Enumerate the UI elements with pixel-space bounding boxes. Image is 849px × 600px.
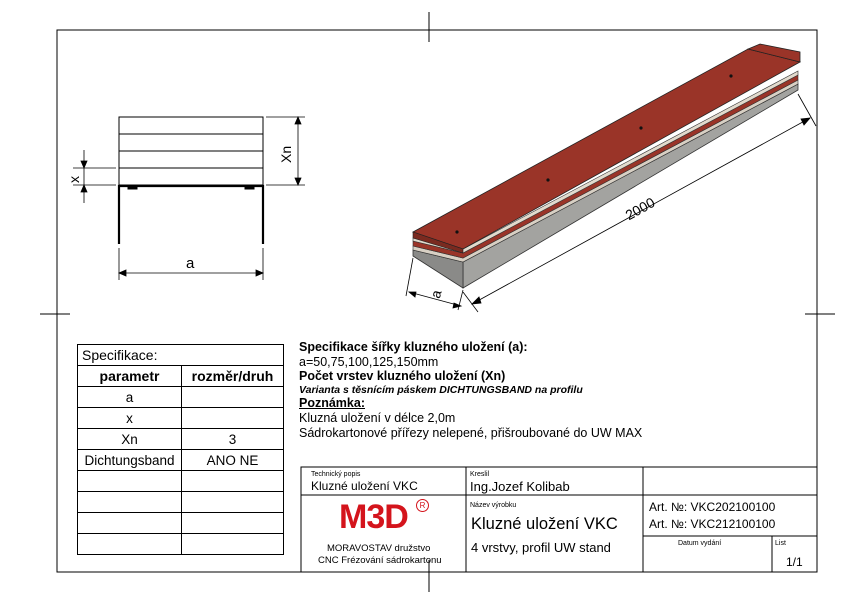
table-row	[78, 471, 284, 492]
value-cell: ANO NE	[182, 450, 284, 471]
company-name: MORAVOSTAV družstvo	[327, 543, 431, 554]
param-cell: a	[78, 387, 182, 408]
value-cell	[182, 471, 284, 492]
param-cell	[78, 471, 182, 492]
dim-length-label: 2000	[622, 194, 658, 224]
section-view	[119, 117, 263, 244]
registered-mark: R	[416, 499, 429, 512]
table-row	[78, 450, 284, 471]
spec-variant: Varianta s těsnícím páskem DICHTUNGSBAND na profilu	[299, 384, 583, 396]
value-cell	[182, 387, 284, 408]
issue-date-label: Datum vydání	[678, 540, 722, 547]
param-cell: Dichtungsband	[78, 450, 182, 471]
spec-width-values: a=50,75,100,125,150mm	[299, 355, 439, 369]
article-number-2: Art. №: VKC212100100	[649, 517, 776, 531]
param-cell	[78, 534, 182, 555]
spec-col-rozmer: rozměr/druh	[182, 366, 284, 387]
dim-a3d-label: a	[427, 288, 445, 300]
table-row	[78, 387, 284, 408]
table-row	[78, 408, 284, 429]
table-row	[78, 534, 284, 555]
spec-col-parametr: parametr	[78, 366, 182, 387]
sheet-value: 1/1	[786, 555, 803, 569]
param-cell	[78, 492, 182, 513]
note-heading: Poznámka:	[299, 396, 365, 410]
note-line-2: Sádrokartonové přířezy nelepené, přišroubované do UW MAX	[299, 426, 643, 440]
article-number-1: Art. №: VKC202100100	[649, 500, 776, 514]
param-cell: Xn	[78, 429, 182, 450]
table-row	[78, 429, 284, 450]
isometric-view	[413, 44, 800, 288]
value-cell: 3	[182, 429, 284, 450]
param-cell	[78, 513, 182, 534]
company-tagline: CNC Frézování sádrokartonu	[318, 555, 442, 566]
dim-x-label: x	[66, 176, 82, 183]
dim-xn-label: Xn	[278, 145, 294, 163]
dim-a-label: a	[186, 255, 195, 272]
drawn-by-value: Ing.Jozef Kolibab	[470, 479, 570, 494]
spec-table-title: Specifikace:	[78, 345, 284, 366]
product-subtitle: 4 vrstvy, profil UW stand	[471, 540, 611, 555]
table-row	[78, 492, 284, 513]
product-name-value: Kluzné uložení VKC	[471, 515, 618, 533]
sheet-label: List	[775, 540, 786, 547]
param-cell: x	[78, 408, 182, 429]
tech-description-label: Technický popis	[311, 471, 361, 478]
product-name-label: Název výrobku	[470, 502, 517, 509]
drawn-by-label: Kreslil	[470, 471, 490, 478]
spec-heading-width: Specifikace šířky kluzného uložení (a):	[299, 340, 528, 354]
table-row	[78, 513, 284, 534]
value-cell	[182, 534, 284, 555]
tech-description-value: Kluzné uložení VKC	[311, 479, 418, 493]
value-cell	[182, 408, 284, 429]
value-cell	[182, 513, 284, 534]
spec-table	[77, 344, 284, 555]
spec-heading-layers: Počet vrstev kluzného uložení (Xn)	[299, 369, 506, 383]
note-line-1: Kluzná uložení v délce 2,0m	[299, 411, 456, 425]
company-logo: M3D	[339, 498, 408, 536]
value-cell	[182, 492, 284, 513]
